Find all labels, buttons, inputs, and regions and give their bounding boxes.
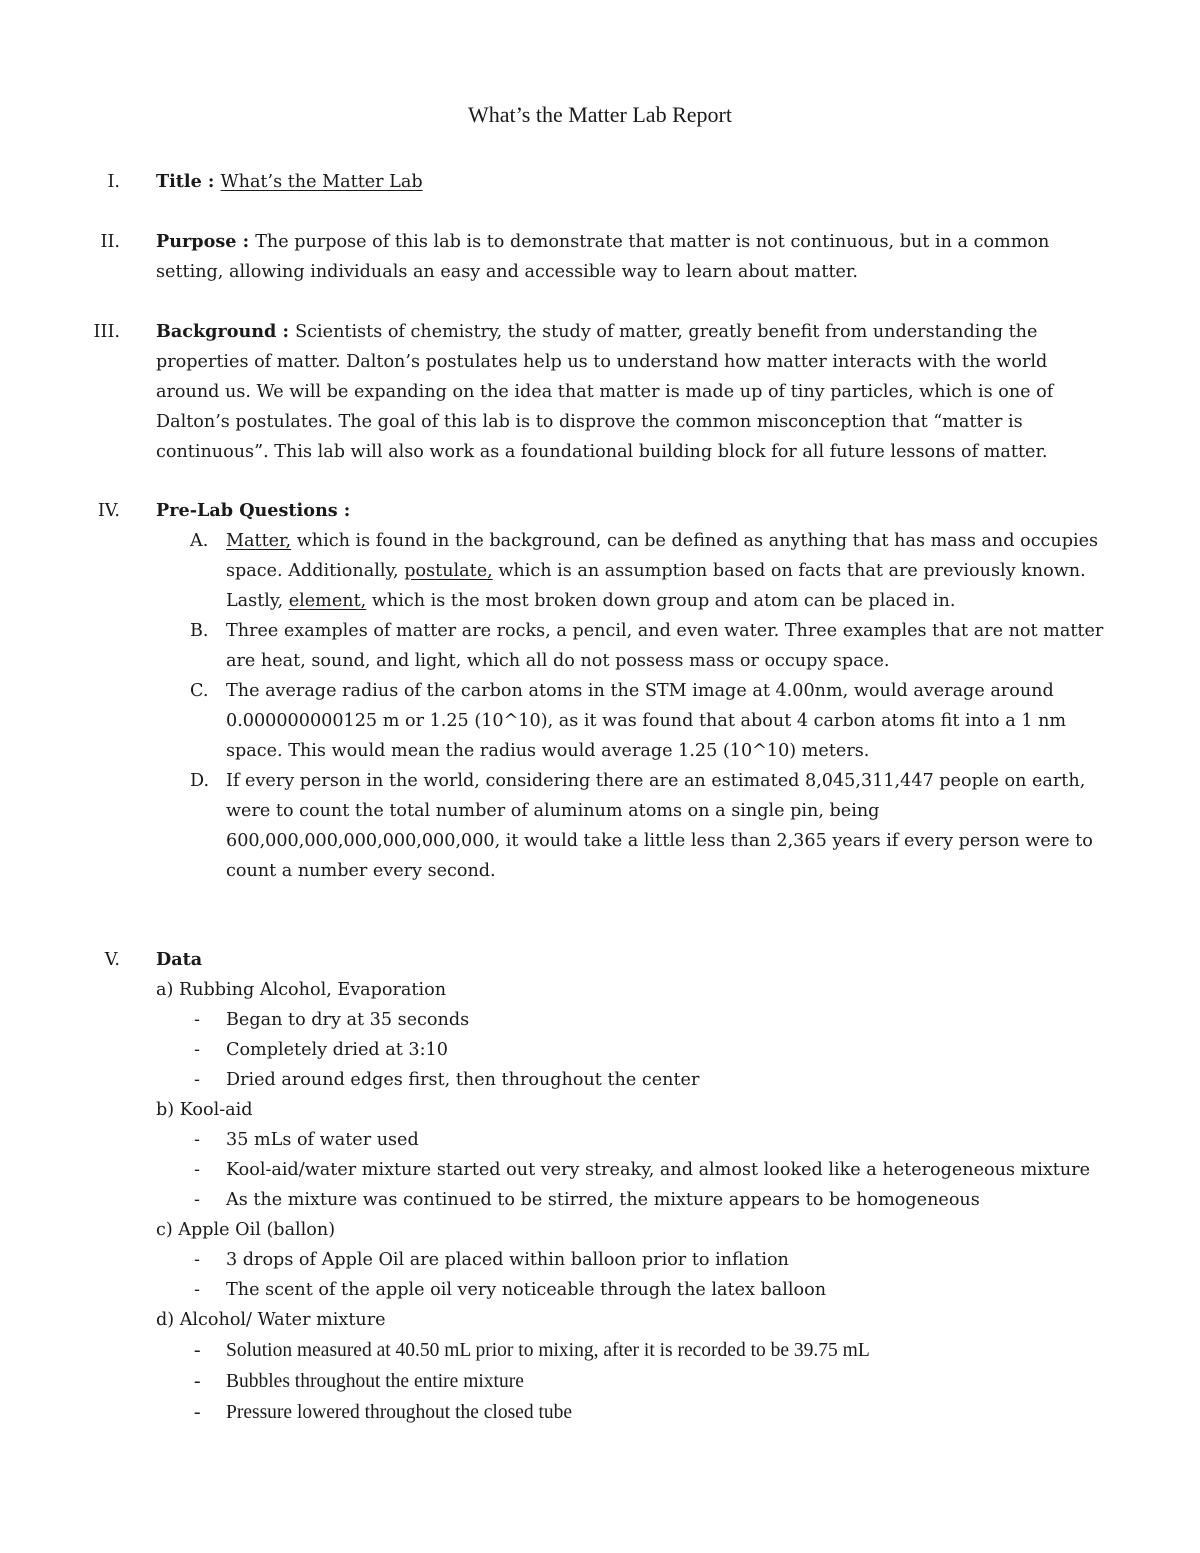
section-heading: Pre-Lab Questions	[156, 500, 338, 521]
prelab-answer-d: D. If every person in the world, considering there are an estimated 8,045,311,447 people on earth, were to count the total number of aluminum atoms on a single pin, being 600,000,000,000,000,000,000, it would take a little less than 2,365 years if every person were to count a number every second.	[190, 771, 1093, 881]
data-list-kool-aid	[156, 1125, 1116, 1215]
data-group-label: b) Kool-aid	[156, 1100, 253, 1120]
data-list-alcohol-water	[156, 1335, 1116, 1428]
list-item: - 3 drops of Apple Oil are placed within balloon prior to inflation	[194, 1250, 789, 1270]
term-postulate: postulate,	[404, 561, 493, 581]
list-item: - Solution measured at 40.50 mL prior to mixing, after it is recorded to be 39.75 mL	[194, 1340, 870, 1361]
section-heading: Background	[156, 321, 277, 342]
section-heading: Title	[156, 171, 202, 192]
section-numeral: V.	[104, 950, 120, 970]
list-item: - The scent of the apple oil very noticeable through the latex balloon	[194, 1280, 827, 1300]
background-text: Scientists of chemistry, the study of matter, greatly benefit from understanding the properties of matter. Dalton’s postulates help us to understand how matter interacts with the world around us. We will be expanding on the idea that matter is made up of tiny particles, which is one of Dalton’s postulates. The goal of this lab is to disprove the common misconception that “matter is continuous”. This lab will also work as a foundational building block for all future lessons of matter.	[156, 322, 1054, 462]
prelab-question-list	[156, 526, 1116, 886]
section-numeral: I.	[107, 172, 120, 192]
data-group-label: d) Alcohol/ Water mixture	[156, 1310, 386, 1330]
lab-title-value: What’s the Matter Lab	[220, 172, 423, 192]
section-numeral: IV.	[97, 501, 120, 521]
data-group-label: c) Apple Oil (ballon)	[156, 1220, 336, 1240]
term-element: element,	[288, 591, 367, 611]
section-numeral: II.	[100, 232, 120, 252]
list-item: - Began to dry at 35 seconds	[194, 1010, 470, 1030]
purpose-text: The purpose of this lab is to demonstrate that matter is not continuous, but in a common setting, allowing individuals an easy and accessible way to learn about matter.	[156, 232, 1050, 282]
data-group-label: a) Rubbing Alcohol, Evaporation	[156, 980, 447, 1000]
prelab-answer-c: C. The average radius of the carbon atoms in the STM image at 4.00nm, would average around 0.000000000125 m or 1.25 (10^10), as it was found that about 4 carbon atoms fit into a 1 nm space. This would mean the radius would average 1.25 (10^10) meters.	[190, 681, 1067, 761]
section-heading: Purpose	[156, 231, 237, 252]
prelab-answer-b: B. Three examples of matter are rocks, a pencil, and even water. Three examples that are not matter are heat, sound, and light, which all do not possess mass or occupy space.	[190, 621, 1104, 671]
list-item: - As the mixture was continued to be stirred, the mixture appears to be homogeneous	[194, 1190, 980, 1210]
prelab-answer-a: A. Matter, which is found in the background, can be defined as anything that has mass and occupies space. Additionally, postulate, which is an assumption based on facts that are previously known. Lastly, element, which is the most broken down group and atom can be placed in.	[190, 531, 1099, 611]
list-item: - Completely dried at 3:10	[194, 1040, 448, 1060]
data-list-apple-oil	[156, 1245, 1116, 1305]
list-item: - Kool-aid/water mixture started out very streaky, and almost looked like a heterogeneous mixture	[194, 1160, 1091, 1180]
document-page: What’s the Matter Lab Report I. Title : What’s the Matter Lab II. Purpose : The purpose of this lab is to demonstrate that matter is not continuous, but in a common setting, allowing individuals an easy and accessible way to learn about matter. III. Background : Scientists of chemistry, the study of matter, greatly benefit from understanding the properties of matter. Dalton’s postulates help us to understand how matter interacts with the world around us. We will be expanding on the idea that matter is made up of tiny particles, which is one of Dalton’s postulates. The goal of this lab is to disprove the common misconception that “matter is continuous”. This lab will also work as a foundational building block for all future lessons of matter. IV. Pre-Lab Questions : A. Matter, which is found in the background, can be defined as anything that has mass and occupies space. Additionally, postulate, which is an assumption based on facts that are previously known. Lastly, element, which is the most broken down group and atom can be placed in. B. Three examples of matter are rocks, a pencil, and even water. Three examples that are not matter are heat, sound, and light, which all do not possess mass or occupy space. C. The average radius of the carbon atoms in the STM image at 4.00nm, would average around 0.000000000125 m or 1.25 (10^10), as it was found that about 4 carbon atoms fit into a 1 nm space. This would mean the radius would average 1.25 (10^10) meters. D. If every person in the world, considering there are an estimated 8,045,311,447 people on earth, were to count the total number of aluminum atoms on a single pin, being 600,000,000,000,000,000,000, it would take a little less than 2,365 years if every person were to count a number every second. V. Data a) Rubbing Alcohol, Evaporation - Began to dry at 35 seconds - Completely dried at 3:10 - Dried around edges first, then throughout the center b) Kool-aid - 35 mLs of water used - Kool-aid/water mixture started out very streaky, and almost looked like a heterogeneous mixture - As the mixture was continued to be stirred, the mixture appears to be homogeneous c) Apple Oil (ballon) - 3 drops of Apple Oil are placed within balloon prior to inflation - The scent of the apple oil very noticeable through the latex balloon d) Alcohol/ Water mixture - Solution measured at 40.50 mL prior to mixing, after it is recorded to be 39.75 mL - Bubbles throughout the entire mixture - Pressure lowered throughout the closed tube	[0, 0, 1200, 1553]
data-list-rubbing-alcohol	[156, 1005, 1116, 1095]
term-matter: Matter,	[226, 531, 292, 551]
list-item: - Bubbles throughout the entire mixture	[194, 1371, 524, 1392]
list-item: - 35 mLs of water used	[194, 1130, 419, 1150]
list-item: - Dried around edges first, then throughout the center	[194, 1070, 700, 1090]
document-title: What’s the Matter Lab Report	[468, 102, 732, 127]
section-numeral: III.	[93, 322, 120, 342]
section-heading: Data	[156, 949, 203, 970]
list-item: - Pressure lowered throughout the closed tube	[194, 1402, 573, 1423]
